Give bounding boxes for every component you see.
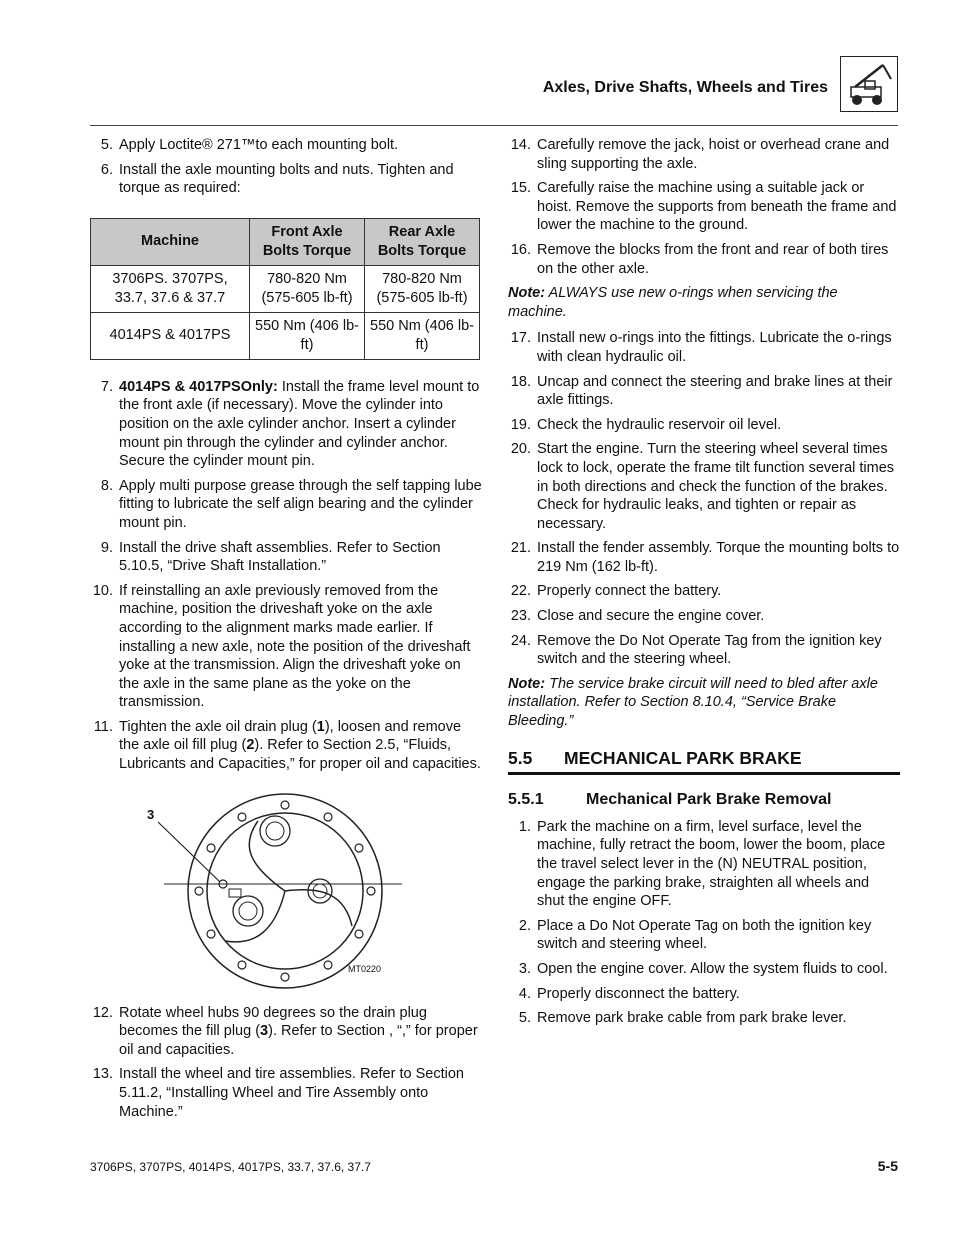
step-text-part: ), loosen and remove the axle oil fill plug ( (119, 718, 462, 754)
step-text-part: ). Refer to Section 2.5, “Fluids, Lubricants and Capacities,” for proper oil and capacities. (119, 737, 481, 773)
step-number: 7. (100, 378, 113, 395)
left-column (90, 136, 482, 1127)
step-text: Remove the Do Not Operate Tag from the ignition key switch and the steering wheel. (537, 632, 882, 668)
step-text (119, 718, 482, 774)
step-10 (90, 582, 482, 712)
note-brake-bleed (508, 675, 900, 731)
removal-step-1 (508, 818, 900, 911)
step-text: Apply multi purpose grease through the self tapping lube fitting to lubricate the self align bearing and the cylinder mount pin. (119, 477, 482, 531)
step-number: 12. (92, 1004, 113, 1021)
page-number: 5-5 (877, 1158, 898, 1174)
step-text: Place a Do Not Operate Tag on both the ignition key switch and steering wheel. (537, 917, 872, 953)
callout-ref: 3 (260, 1023, 269, 1040)
callout-ref: 1 (316, 718, 325, 735)
step-text-part: ). Refer to Section , “,” for proper oil and capacities. (119, 1023, 478, 1058)
step-text (119, 1004, 482, 1060)
step-text: Install new o-rings into the fittings. Lubricate the o-rings with clean hydraulic oil. (537, 330, 892, 365)
step-text: Open the engine cover. Allow the system fluids to cool. (537, 960, 888, 977)
step-body: Install the frame level mount to the front axle (if necessary). Move the cylinder into position on the axle cylinder anchor. Insert a cylinder mount pin through the cylinder and cylinder anchor. Secure the cylinder mount pin. (119, 378, 480, 470)
step-text: Start the engine. Turn the steering wheel several times lock to lock, operate the frame tilt function several times in both directions and check the function of the brakes. Check for hydraulic leaks, and tighten or repair as necessary. (537, 441, 895, 532)
step-number: 4. (518, 985, 531, 1002)
step-text: Properly connect the battery. (537, 583, 722, 600)
step-text: Carefully raise the machine using a suitable jack or hoist. Remove the supports from beneath the frame and lower the machine to the ground. (537, 180, 897, 234)
step-8 (90, 477, 482, 533)
step-text: Properly disconnect the battery. (537, 985, 740, 1002)
step-number: 10. (92, 582, 113, 599)
step-text: Close and secure the engine cover. (537, 608, 765, 625)
table-cell: 780-820 Nm (575-605 lb-ft) (364, 265, 479, 312)
removal-step-5 (508, 1009, 900, 1028)
step-18 (508, 373, 900, 410)
section-heading (508, 749, 900, 776)
note-orings (508, 284, 900, 321)
step-number: 18. (510, 373, 531, 390)
step-text: Install the drive shaft assemblies. Refer to Section 5.10.5, “Drive Shaft Installation.” (119, 539, 441, 575)
table-cell: 3706PS. 3707PS, 33.7, 37.6 & 37.7 (91, 265, 250, 312)
table-cell: 550 Nm (406 lb-ft) (250, 312, 365, 359)
step-15 (508, 179, 900, 235)
step-number: 2. (518, 917, 531, 934)
removal-step-3 (508, 960, 900, 979)
removal-step-2 (508, 917, 900, 954)
step-text: Remove park brake cable from park brake lever. (537, 1010, 847, 1027)
section-number: 5.5 (508, 747, 533, 768)
step-text-part: Tighten the axle oil drain plug ( (119, 718, 317, 735)
step-9 (90, 539, 482, 576)
header-divider (90, 125, 898, 126)
step-text: Install the wheel and tire assemblies. Refer to Section 5.11.2, “Installing Wheel and Tire Assembly onto Machine.” (119, 1066, 464, 1120)
step-17 (508, 329, 900, 366)
footer-models: 3706PS, 3707PS, 4014PS, 4017PS, 33.7, 37.6, 37.7 (90, 1160, 371, 1174)
torque-table (90, 218, 480, 360)
step-number: 13. (92, 1066, 113, 1083)
step-number: 24. (510, 632, 531, 649)
table-row (91, 312, 480, 359)
step-6 (90, 161, 482, 198)
note-text: The service brake circuit will need to bled after axle installation. Refer to Section 8.10.4, “Service Brake Bleeding.” (508, 675, 878, 730)
note-label: Note: (508, 675, 546, 692)
step-number: 14. (510, 137, 531, 153)
step-number: 9. (100, 539, 113, 556)
figure-code: MT0220 (348, 963, 382, 974)
step-number: 19. (510, 416, 531, 433)
step-number: 22. (510, 583, 531, 600)
subsection-title: Mechanical Park Brake Removal (586, 791, 832, 809)
axle-hub-figure (90, 786, 482, 996)
table-cell: 780-820 Nm (575-605 lb-ft) (250, 265, 365, 312)
step-text: Park the machine on a firm, level surface, level the machine, fully retract the boom, lower the boom, place the travel select lever in the (N) NEUTRAL position, engage the parking brake, straighten all wheels and shut the engine OFF. (537, 818, 886, 910)
step-14 (508, 136, 900, 173)
step-number: 20. (510, 441, 531, 458)
step-number: 23. (510, 608, 531, 625)
step-text: Remove the blocks from the front and rear of both tires on the other axle. (537, 241, 889, 277)
step-24 (508, 632, 900, 669)
step-11 (90, 718, 482, 774)
removal-step-4 (508, 985, 900, 1004)
step-16 (508, 241, 900, 278)
step-text: Carefully remove the jack, hoist or overhead crane and sling supporting the axle. (537, 137, 890, 172)
note-label: Note: (508, 285, 546, 302)
step-text: If reinstalling an axle previously removed from the machine, position the driveshaft yoke on the axle according to the alignment marks made earlier. If installing a new axle, note the position of the driveshaft yoke at the transmission. Align the driveshaft yoke on the axle in the same plane as the yoke on the transmission. (119, 582, 471, 711)
step-number: 17. (510, 330, 531, 347)
subsection-number: 5.5.1 (508, 791, 544, 809)
step-text: Apply Loctite® 271™to each mounting bolt. (119, 137, 399, 153)
step-20 (508, 440, 900, 533)
right-column (508, 136, 900, 1034)
step-number: 3. (518, 960, 531, 977)
step-number: 5. (518, 1010, 531, 1027)
figure-callout-3: 3 (147, 806, 155, 822)
page-header-title: Axles, Drive Shafts, Wheels and Tires (542, 79, 828, 96)
telehandler-icon (840, 56, 898, 112)
note-text: ALWAYS use new o-rings when servicing the machine. (508, 285, 838, 320)
step-number: 15. (510, 180, 531, 197)
step-number: 5. (100, 137, 113, 153)
step-22 (508, 582, 900, 601)
step-12 (90, 1004, 482, 1060)
step-number: 21. (510, 540, 531, 557)
step-bold-label: 4014PS & 4017PSOnly: (119, 378, 278, 395)
step-21 (508, 539, 900, 576)
step-number: 8. (100, 477, 113, 494)
table-cell: 4014PS & 4017PS (91, 312, 250, 359)
step-text (119, 378, 482, 471)
table-header-cell: Front Axle Bolts Torque (250, 218, 365, 265)
step-text: Check the hydraulic reservoir oil level. (537, 416, 782, 433)
step-number: 6. (100, 161, 113, 178)
step-text-part: Rotate wheel hubs 90 degrees so the drain plug becomes the fill plug ( (119, 1004, 427, 1040)
table-header-cell: Machine (91, 218, 250, 265)
table-header-cell: Rear Axle Bolts Torque (364, 218, 479, 265)
step-5 (90, 136, 482, 155)
step-number: 16. (510, 241, 531, 258)
step-13 (90, 1065, 482, 1121)
step-text: Install the fender assembly. Torque the mounting bolts to 219 Nm (162 lb-ft). (537, 540, 900, 575)
step-number: 11. (93, 718, 113, 735)
section-title: MECHANICAL PARK BRAKE (564, 747, 802, 768)
subsection-heading (508, 791, 900, 810)
table-cell: 550 Nm (406 lb-ft) (364, 312, 479, 359)
step-19 (508, 416, 900, 435)
callout-ref: 2 (246, 737, 255, 754)
table-header-row (91, 218, 480, 265)
step-text: Uncap and connect the steering and brake lines at their axle fittings. (537, 373, 893, 409)
table-row (91, 265, 480, 312)
step-7 (90, 378, 482, 471)
step-23 (508, 607, 900, 626)
step-text: Install the axle mounting bolts and nuts. Tighten and torque as required: (119, 161, 454, 197)
step-number: 1. (518, 818, 531, 835)
